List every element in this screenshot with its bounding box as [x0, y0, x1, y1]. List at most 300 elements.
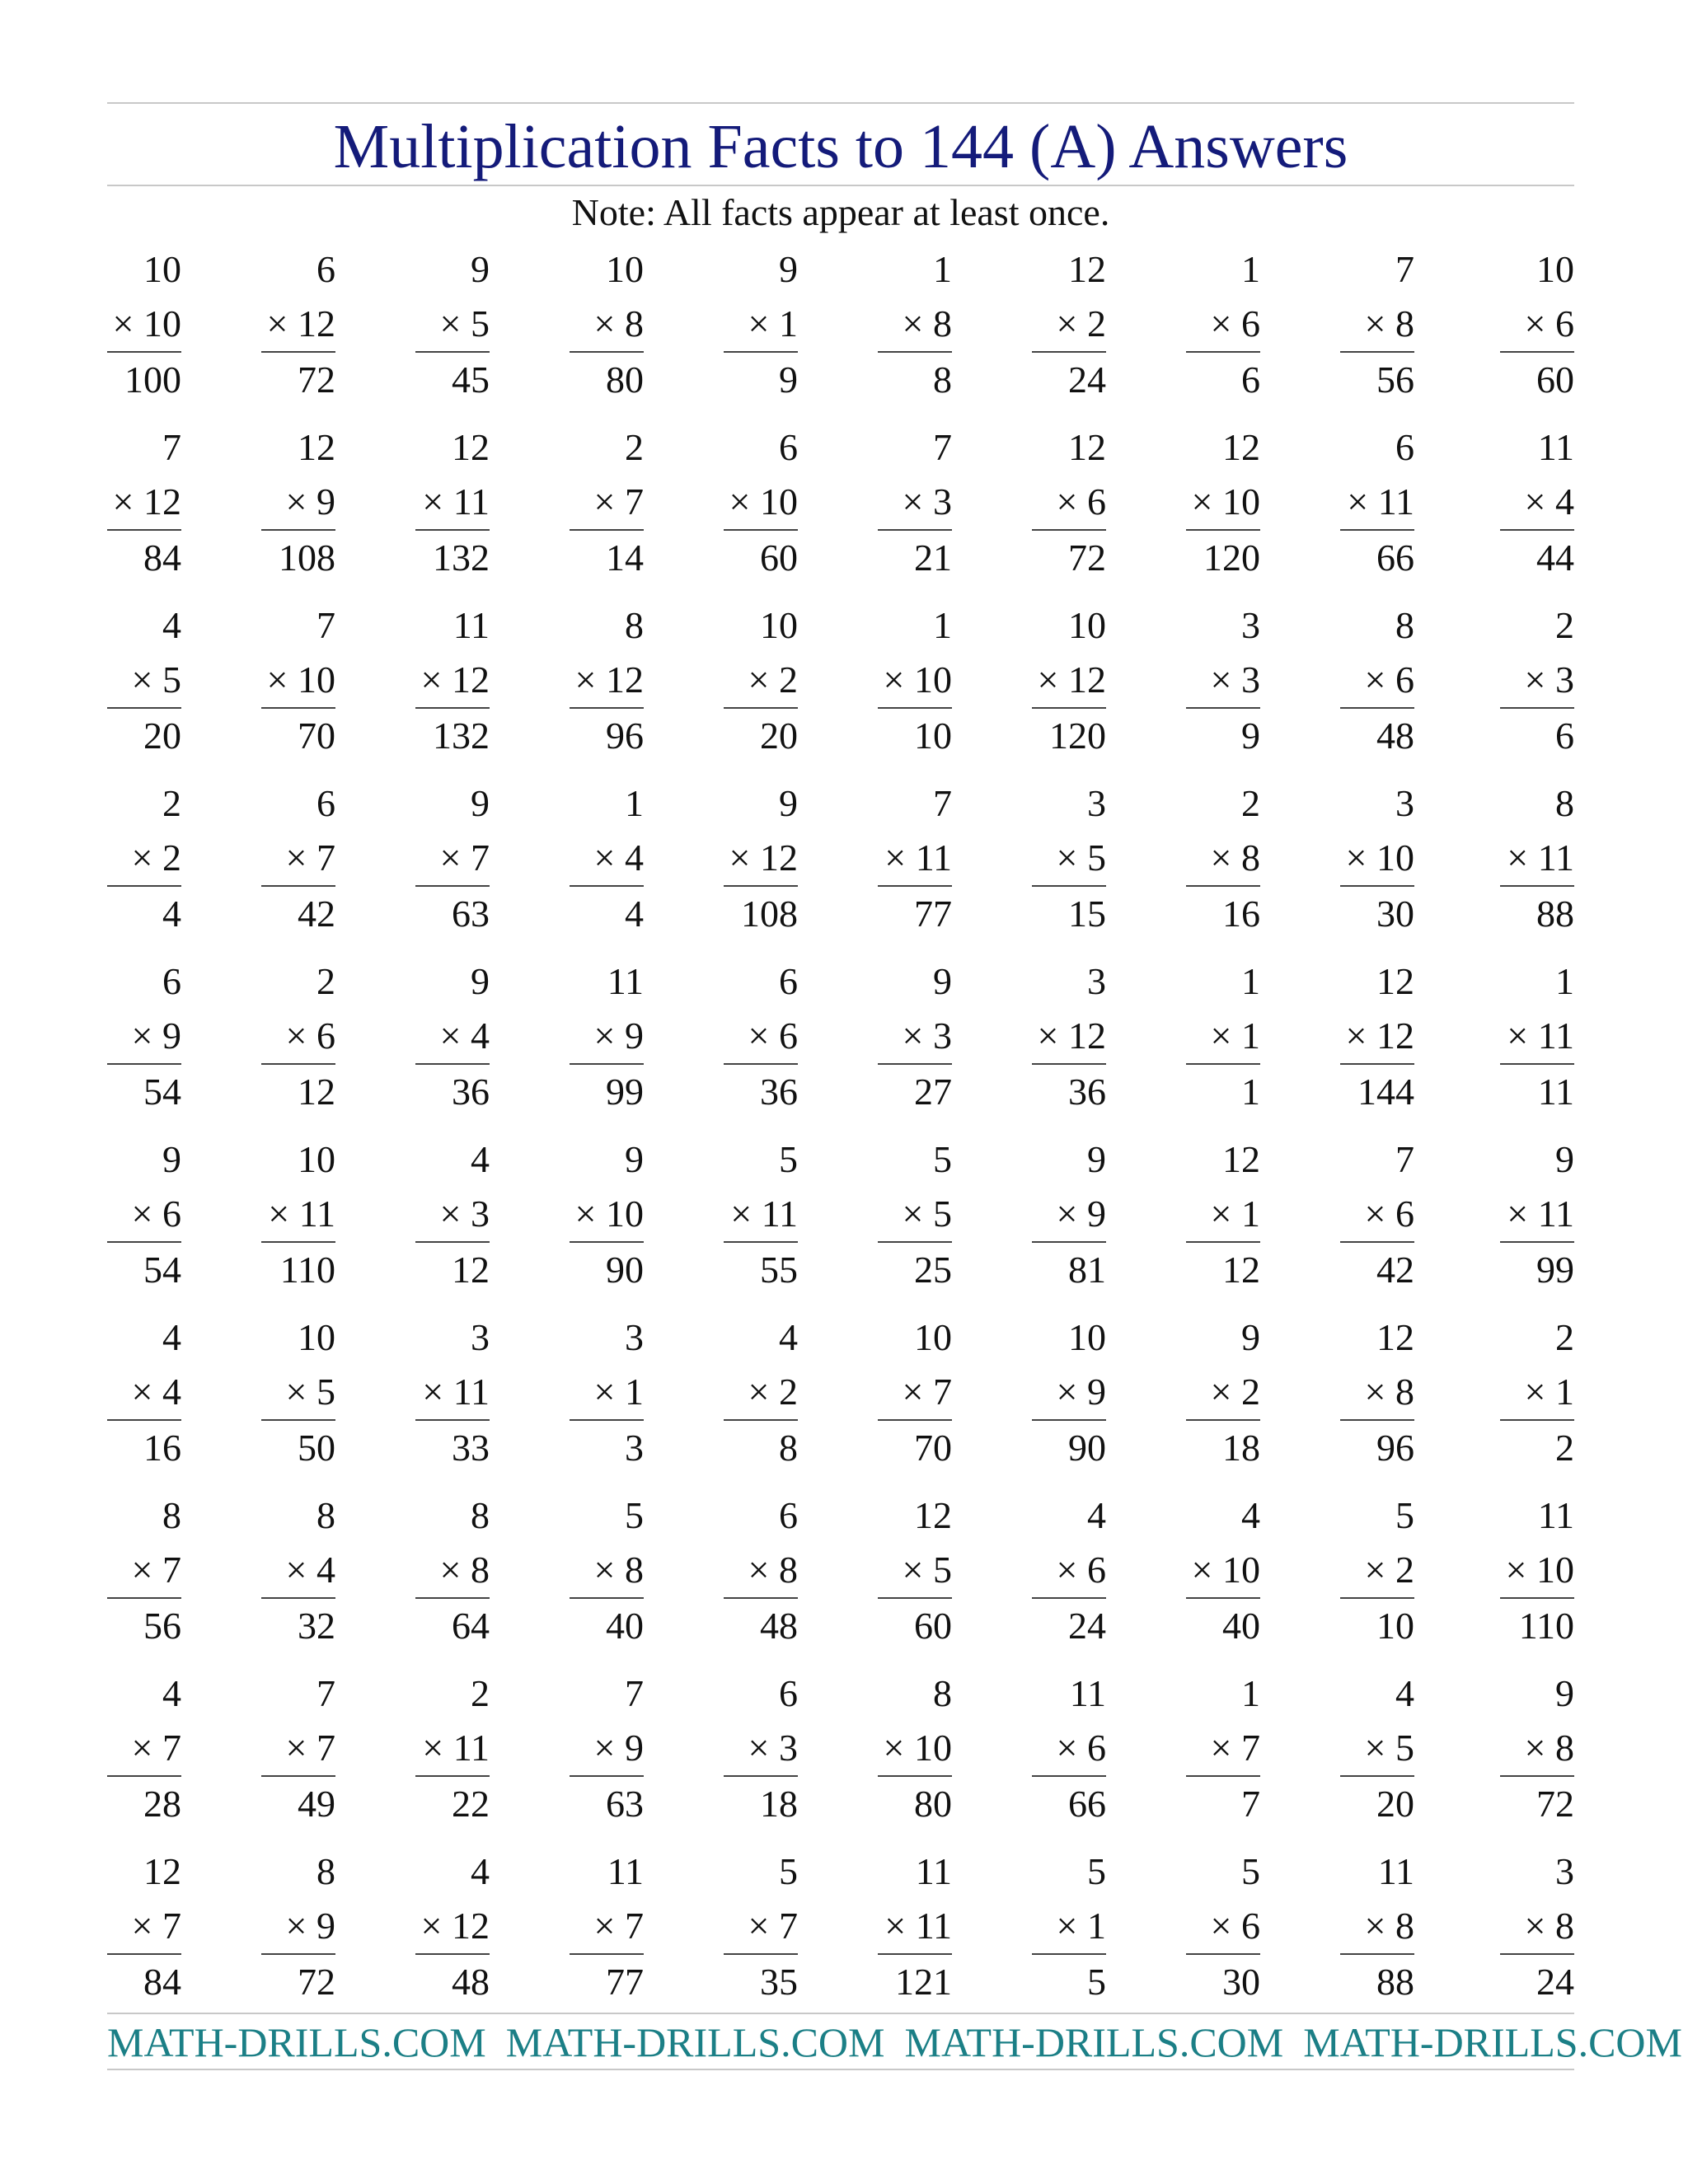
multiplier [1211, 297, 1260, 351]
problem-item [415, 1132, 490, 1297]
multiplier [440, 831, 490, 885]
multiplicand: 8 [1395, 604, 1414, 646]
multiplicand: 6 [779, 426, 798, 468]
multiplier [1211, 1187, 1260, 1241]
multiplicand: 1 [1241, 248, 1260, 290]
times-sign: × [1505, 1549, 1527, 1591]
multiplier-value: 12 [1376, 1015, 1414, 1057]
problem-item [570, 420, 644, 585]
multiplier-value: 2 [1395, 1549, 1414, 1591]
times-sign: × [1210, 837, 1232, 879]
answer: 96 [606, 715, 644, 757]
times-sign: × [748, 1015, 770, 1057]
multiplier [440, 1543, 490, 1597]
multiplier-value: 4 [625, 837, 644, 879]
multiplicand: 12 [452, 426, 490, 468]
problem-item [261, 1844, 335, 2009]
problem-item [878, 1310, 952, 1475]
multiplier-value: 10 [760, 480, 798, 523]
multiplicand: 6 [779, 960, 798, 1002]
multiplicand: 8 [471, 1494, 490, 1536]
answer: 42 [1376, 1249, 1414, 1291]
problem-item [1186, 598, 1260, 763]
problem-item [570, 1488, 644, 1653]
problem-item [724, 1488, 798, 1653]
problem-item [107, 242, 181, 407]
multiplicand: 12 [914, 1494, 952, 1536]
times-sign: × [902, 1371, 924, 1413]
multiplicand: 12 [143, 1850, 181, 1892]
multiplier-value: 2 [779, 1371, 798, 1413]
multiplier [1507, 1009, 1574, 1063]
multiplier [440, 1187, 490, 1241]
answer: 108 [741, 893, 798, 935]
multiplicand: 10 [1068, 1316, 1106, 1358]
problem-item [1340, 598, 1414, 763]
multiplier-value: 5 [933, 1549, 952, 1591]
answer: 6 [1241, 359, 1260, 401]
multiplicand: 3 [1087, 960, 1106, 1002]
problem-item [415, 420, 490, 585]
multiplier [440, 1009, 490, 1063]
times-sign: × [729, 837, 751, 879]
multiplicand: 8 [1555, 782, 1574, 824]
multiplier-value: 11 [1537, 837, 1574, 879]
problem-item [1500, 1488, 1574, 1653]
answer: 90 [606, 1249, 644, 1291]
times-sign: × [1364, 658, 1386, 701]
times-sign: × [593, 302, 616, 344]
problem-item [107, 1844, 181, 2009]
title-rule [107, 185, 1574, 186]
multiplicand: 1 [933, 604, 952, 646]
answer: 70 [914, 1427, 952, 1469]
multiplier [286, 1721, 335, 1775]
multiplicand: 7 [625, 1672, 644, 1714]
times-sign: × [748, 302, 770, 344]
multiplicand: 9 [1555, 1672, 1574, 1714]
times-sign: × [285, 1015, 307, 1057]
answer: 60 [914, 1605, 952, 1647]
multiplier-value: 8 [471, 1549, 490, 1591]
multiplicand: 4 [471, 1138, 490, 1180]
answer: 40 [1222, 1605, 1260, 1647]
multiplicand: 1 [1241, 960, 1260, 1002]
times-sign: × [593, 1371, 616, 1413]
multiplier [748, 1899, 798, 1953]
answer: 64 [452, 1605, 490, 1647]
footer-top-rule [107, 2013, 1574, 2014]
times-sign: × [285, 837, 307, 879]
answer: 22 [452, 1783, 490, 1825]
times-sign: × [748, 1905, 770, 1947]
multiplier-value: 4 [162, 1371, 181, 1413]
multiplier [594, 1543, 644, 1597]
times-sign: × [1507, 1015, 1529, 1057]
problem-item [107, 598, 181, 763]
multiplier [267, 653, 335, 707]
times-sign: × [439, 302, 462, 344]
multiplier-value: 6 [1087, 1549, 1106, 1591]
multiplier [748, 1543, 798, 1597]
multiplier-value: 9 [316, 1905, 335, 1947]
times-sign: × [1507, 1193, 1529, 1235]
multiplier-value: 8 [1555, 1905, 1574, 1947]
multiplicand: 12 [298, 426, 335, 468]
multiplicand: 9 [625, 1138, 644, 1180]
multiplier [132, 831, 181, 885]
multiplicand: 3 [625, 1316, 644, 1358]
times-sign: × [131, 1015, 153, 1057]
answer: 48 [452, 1961, 490, 2003]
times-sign: × [131, 1905, 153, 1947]
multiplier-value: 11 [1537, 1015, 1574, 1057]
times-sign: × [1191, 1549, 1213, 1591]
multiplicand: 1 [1555, 960, 1574, 1002]
problem-item [878, 1844, 952, 2009]
problem-item [261, 1310, 335, 1475]
multiplier [903, 475, 952, 529]
multiplier [286, 831, 335, 885]
multiplier [730, 1187, 798, 1241]
multiplier-value: 6 [162, 1193, 181, 1235]
times-sign: × [593, 1549, 616, 1591]
multiplier [132, 1009, 181, 1063]
multiplier [132, 1187, 181, 1241]
times-sign: × [1056, 1727, 1078, 1769]
multiplier [1346, 1009, 1414, 1063]
multiplier-value: 10 [1376, 837, 1414, 879]
answer: 7 [1241, 1783, 1260, 1825]
multiplicand: 9 [1555, 1138, 1574, 1180]
multiplier-value: 3 [471, 1193, 490, 1235]
multiplier [1057, 831, 1106, 885]
times-sign: × [1345, 837, 1367, 879]
multiplier-value: 9 [162, 1015, 181, 1057]
multiplicand: 9 [471, 782, 490, 824]
top-rule [107, 102, 1574, 104]
multiplier [1192, 1543, 1260, 1597]
problem-item [107, 1310, 181, 1475]
times-sign: × [285, 1905, 307, 1947]
times-sign: × [884, 1905, 907, 1947]
multiplier-value: 12 [1068, 658, 1106, 701]
multiplicand: 10 [914, 1316, 952, 1358]
answer: 63 [452, 893, 490, 935]
answer: 63 [606, 1783, 644, 1825]
times-sign: × [730, 1193, 753, 1235]
times-sign: × [884, 837, 907, 879]
multiplier-value: 11 [915, 1905, 952, 1947]
problem-item [107, 420, 181, 585]
problem-item [1032, 954, 1106, 1119]
times-sign: × [422, 480, 444, 523]
multiplier-value: 8 [1395, 1371, 1414, 1413]
multiplier [903, 1187, 952, 1241]
answer: 77 [914, 893, 952, 935]
answer: 90 [1068, 1427, 1106, 1469]
multiplicand: 5 [779, 1138, 798, 1180]
problem-item [107, 954, 181, 1119]
problem-item [1032, 1132, 1106, 1297]
multiplicand: 9 [779, 782, 798, 824]
problem-item [107, 1132, 181, 1297]
multiplicand: 3 [1087, 782, 1106, 824]
multiplier-value: 5 [316, 1371, 335, 1413]
answer: 70 [298, 715, 335, 757]
multiplier-value: 3 [1555, 658, 1574, 701]
footer-brand-text: MATH-DRILLS.COM [505, 2019, 885, 2065]
multiplier-value: 11 [452, 1727, 490, 1769]
multiplicand: 10 [760, 604, 798, 646]
problem-item [878, 598, 952, 763]
answer: 10 [914, 715, 952, 757]
multiplier-value: 10 [1222, 480, 1260, 523]
multiplier [113, 475, 181, 529]
answer: 56 [1376, 359, 1414, 401]
times-sign: × [1364, 302, 1386, 344]
multiplier-value: 3 [933, 480, 952, 523]
times-sign: × [131, 658, 153, 701]
multiplier [1211, 653, 1260, 707]
multiplier [1507, 1187, 1574, 1241]
multiplier [267, 297, 335, 351]
times-sign: × [1210, 302, 1232, 344]
multiplier [132, 653, 181, 707]
problem-item [261, 1666, 335, 1831]
times-sign: × [1056, 480, 1078, 523]
multiplier-value: 6 [1241, 1905, 1260, 1947]
problem-item [1500, 598, 1574, 763]
answer: 30 [1222, 1961, 1260, 2003]
answer: 56 [143, 1605, 181, 1647]
times-sign: × [574, 658, 597, 701]
answer: 16 [143, 1427, 181, 1469]
answer: 20 [1376, 1783, 1414, 1825]
problem-item [107, 776, 181, 941]
problem-item [1500, 1666, 1574, 1831]
multiplicand: 11 [915, 1850, 952, 1892]
multiplier [1211, 1009, 1260, 1063]
answer: 72 [298, 359, 335, 401]
problem-item [724, 954, 798, 1119]
multiplicand: 8 [625, 604, 644, 646]
multiplicand: 8 [316, 1494, 335, 1536]
multiplier-value: 6 [779, 1015, 798, 1057]
times-sign: × [131, 1193, 153, 1235]
problem-item [1186, 954, 1260, 1119]
multiplicand: 7 [933, 782, 952, 824]
answer: 32 [298, 1605, 335, 1647]
problem-item [570, 776, 644, 941]
problem-item [1032, 776, 1106, 941]
answer: 12 [452, 1249, 490, 1291]
answer: 8 [779, 1427, 798, 1469]
problem-item [107, 1488, 181, 1653]
multiplier-value: 10 [914, 1727, 952, 1769]
problem-item [1032, 1666, 1106, 1831]
times-sign: × [1056, 1549, 1078, 1591]
multiplicand: 12 [1222, 426, 1260, 468]
times-sign: × [1364, 1727, 1386, 1769]
answer: 15 [1068, 893, 1106, 935]
times-sign: × [1524, 1727, 1546, 1769]
answer: 18 [760, 1783, 798, 1825]
multiplicand: 7 [1395, 248, 1414, 290]
multiplier-value: 9 [1087, 1371, 1106, 1413]
multiplier-value: 6 [1087, 480, 1106, 523]
answer: 110 [1518, 1605, 1574, 1647]
multiplicand: 3 [471, 1316, 490, 1358]
answer: 60 [760, 537, 798, 579]
multiplier [1057, 1365, 1106, 1419]
footer-band [107, 2016, 1682, 2069]
multiplier-value: 11 [761, 1193, 798, 1235]
answer: 72 [1068, 537, 1106, 579]
multiplicand: 3 [1555, 1850, 1574, 1892]
times-sign: × [1210, 1727, 1232, 1769]
problem-item [1500, 776, 1574, 941]
multiplier [421, 653, 490, 707]
page-note: Note: All facts appear at least once. [571, 191, 1110, 233]
times-sign: × [1210, 658, 1232, 701]
times-sign: × [1056, 837, 1078, 879]
answer: 120 [1049, 715, 1106, 757]
problem-item [1340, 1132, 1414, 1297]
multiplier [422, 475, 490, 529]
multiplicand: 10 [298, 1316, 335, 1358]
multiplicand: 1 [1241, 1672, 1260, 1714]
multiplicand: 2 [1555, 1316, 1574, 1358]
answer: 54 [143, 1249, 181, 1291]
multiplier-value: 8 [625, 302, 644, 344]
multiplicand: 11 [1537, 1494, 1574, 1536]
times-sign: × [439, 1015, 462, 1057]
multiplier [1365, 1365, 1414, 1419]
multiplier [1038, 653, 1106, 707]
multiplier-value: 8 [1395, 1905, 1414, 1947]
answer: 27 [914, 1071, 952, 1113]
multiplier-value: 4 [1555, 480, 1574, 523]
multiplier-value: 7 [625, 1905, 644, 1947]
problem-item [878, 954, 952, 1119]
times-sign: × [902, 302, 924, 344]
multiplicand: 10 [143, 248, 181, 290]
multiplier-value: 12 [143, 480, 181, 523]
times-sign: × [1210, 1015, 1232, 1057]
answer: 144 [1357, 1071, 1414, 1113]
answer: 4 [625, 893, 644, 935]
multiplier-value: 8 [1555, 1727, 1574, 1769]
problem-item [1500, 1310, 1574, 1475]
problem-item [1186, 242, 1260, 407]
answer: 36 [760, 1071, 798, 1113]
problem-item [415, 1310, 490, 1475]
answer: 110 [279, 1249, 335, 1291]
multiplier [594, 475, 644, 529]
multiplier [132, 1543, 181, 1597]
multiplier-value: 1 [625, 1371, 644, 1413]
multiplier [286, 1009, 335, 1063]
multiplier-value: 8 [1395, 302, 1414, 344]
times-sign: × [574, 1193, 597, 1235]
multiplier [132, 1721, 181, 1775]
times-sign: × [902, 1193, 924, 1235]
multiplier [422, 1365, 490, 1419]
times-sign: × [1210, 1193, 1232, 1235]
multiplicand: 9 [471, 960, 490, 1002]
answer: 99 [606, 1071, 644, 1113]
multiplier [575, 653, 644, 707]
times-sign: × [112, 302, 134, 344]
answer: 30 [1376, 893, 1414, 935]
multiplier [594, 831, 644, 885]
problem-item [1032, 1844, 1106, 2009]
multiplier [1211, 1721, 1260, 1775]
multiplicand: 7 [162, 426, 181, 468]
problem-item [1186, 1666, 1260, 1831]
answer: 20 [760, 715, 798, 757]
answer: 96 [1376, 1427, 1414, 1469]
multiplier-value: 6 [1395, 1193, 1414, 1235]
answer: 72 [1536, 1783, 1574, 1825]
times-sign: × [1056, 1193, 1078, 1235]
multiplier-value: 6 [1087, 1727, 1106, 1769]
multiplicand: 1 [625, 782, 644, 824]
answer: 12 [1222, 1249, 1260, 1291]
problem-item [415, 1666, 490, 1831]
times-sign: × [285, 1371, 307, 1413]
problem-item [261, 776, 335, 941]
answer: 6 [1555, 715, 1574, 757]
multiplier-value: 6 [1555, 302, 1574, 344]
multiplier [268, 1187, 335, 1241]
multiplicand: 6 [316, 248, 335, 290]
multiplier-value: 5 [1087, 837, 1106, 879]
multiplier [422, 1721, 490, 1775]
multiplier [1365, 653, 1414, 707]
answer: 35 [760, 1961, 798, 2003]
times-sign: × [1364, 1193, 1386, 1235]
times-sign: × [748, 1371, 770, 1413]
answer: 132 [433, 715, 490, 757]
multiplier [1525, 1721, 1574, 1775]
multiplier [1057, 1899, 1106, 1953]
times-sign: × [593, 480, 616, 523]
answer: 120 [1203, 537, 1260, 579]
answer: 3 [625, 1427, 644, 1469]
answer: 1 [1241, 1071, 1260, 1113]
multiplier [1057, 297, 1106, 351]
times-sign: × [902, 1015, 924, 1057]
answer: 9 [1241, 715, 1260, 757]
answer: 77 [606, 1961, 644, 2003]
times-sign: × [1364, 1905, 1386, 1947]
multiplicand: 5 [779, 1850, 798, 1892]
multiplicand: 11 [1377, 1850, 1414, 1892]
multiplier [748, 1365, 798, 1419]
answer: 8 [933, 359, 952, 401]
multiplier [132, 1365, 181, 1419]
multiplier [1057, 1543, 1106, 1597]
multiplier-value: 7 [1241, 1727, 1260, 1769]
page-title: Multiplication Facts to 144 (A) Answers [333, 112, 1348, 181]
times-sign: × [1524, 302, 1546, 344]
problem-item [1186, 1488, 1260, 1653]
multiplier-value: 12 [606, 658, 644, 701]
footer-brand-text: MATH-DRILLS.COM [904, 2019, 1284, 2065]
multiplier [1211, 1899, 1260, 1953]
